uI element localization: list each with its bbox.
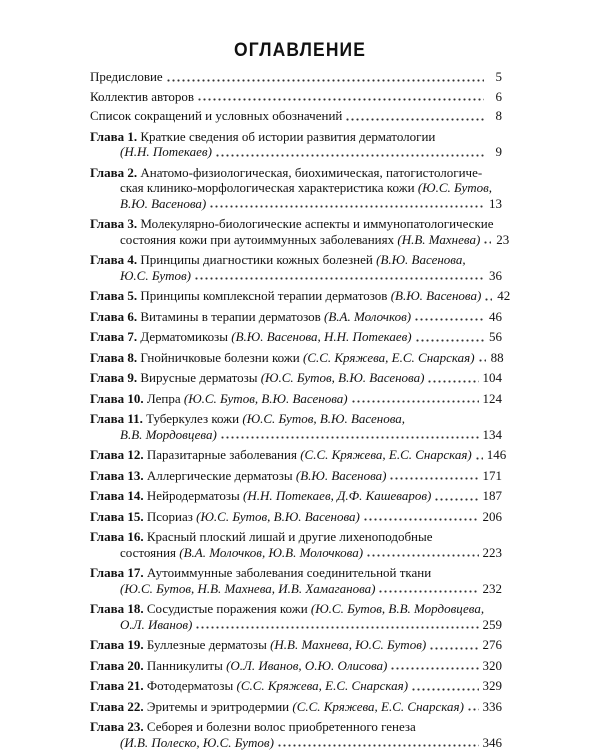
chapter-entry xyxy=(90,509,502,525)
chapter-authors: (С.С. Кряжева, Е.С. Снарская) xyxy=(303,349,475,365)
page-number: 6 xyxy=(495,88,502,104)
table-of-contents xyxy=(90,69,511,750)
chapter-title: Красный плоский лишай и другие лихеноподобные xyxy=(146,529,433,544)
chapter-title-cont: ская клинико-морфологическая характеристика кожи xyxy=(120,180,415,195)
chapter-title: Сосудистые поражения кожи xyxy=(146,601,308,616)
chapter-label: Глава 22. xyxy=(90,698,144,714)
chapter-title: Фотодерматозы xyxy=(146,678,234,693)
chapter-authors: (В.Ю. Васенова, xyxy=(376,252,466,267)
dot-leader xyxy=(220,436,479,439)
entry-line xyxy=(90,581,502,597)
chapter-authors: (И.В. Полеско, Ю.С. Бутов) xyxy=(120,734,274,750)
page-number: 88 xyxy=(490,349,504,365)
dot-leader xyxy=(483,241,491,244)
dot-leader xyxy=(414,318,484,321)
chapter-title: Принципы комплексной терапии дерматозов xyxy=(140,288,388,303)
chapter-title: Краткие сведения об истории развития дерматологии xyxy=(140,128,436,144)
entry-line xyxy=(90,391,502,407)
entry-line xyxy=(90,268,502,284)
entry-line xyxy=(90,678,502,694)
chapter-authors: (Н.Н. Потекаев) xyxy=(120,144,212,159)
toc-entry xyxy=(90,89,502,105)
page-number: 329 xyxy=(482,678,502,693)
dot-leader xyxy=(378,590,478,593)
chapter-entry xyxy=(90,370,502,386)
chapter-authors: (Н.Н. Потекаев, Д.Ф. Кашеваров) xyxy=(243,488,432,503)
entry-title: Список сокращений и условных обозначений xyxy=(90,108,343,123)
chapter-authors: (С.С. Кряжева, Е.С. Снарская) xyxy=(292,698,464,714)
chapter-label: Глава 19. xyxy=(90,637,144,652)
page-number: 206 xyxy=(482,508,502,524)
chapter-authors: (Ю.С. Бутов, В.Ю. Васенова) xyxy=(260,370,425,385)
entry-line xyxy=(90,637,502,653)
entry-line xyxy=(90,488,502,504)
entry-line xyxy=(90,288,511,304)
entry-line xyxy=(90,309,502,325)
chapter-entry xyxy=(90,468,502,484)
chapter-label: Глава 21. xyxy=(90,678,144,693)
chapter-authors: Ю.С. Бутов) xyxy=(120,267,191,283)
chapter-authors: (Ю.С. Бутов, В.В. Мордовцева, xyxy=(310,601,485,616)
chapter-entry xyxy=(90,216,510,247)
chapter-title: Паразитарные заболевания xyxy=(146,447,297,462)
chapter-label: Глава 23. xyxy=(90,719,144,734)
dot-leader xyxy=(215,154,484,157)
chapter-label: Глава 15. xyxy=(90,508,144,524)
entry-line xyxy=(90,129,502,145)
chapter-entry xyxy=(90,699,502,715)
chapter-authors: О.Л. Иванов) xyxy=(120,616,193,632)
page-number: 259 xyxy=(482,616,502,632)
entry-line xyxy=(90,545,502,561)
entry-title: Предисловие xyxy=(90,69,163,84)
dot-leader xyxy=(209,205,484,208)
entry-line xyxy=(90,411,502,427)
page-number: 104 xyxy=(482,370,502,385)
chapter-authors: В.Ю. Васенова) xyxy=(120,195,207,211)
entry-line xyxy=(90,196,502,212)
entry-line xyxy=(90,658,502,674)
entry-line xyxy=(90,719,502,735)
page-number: 36 xyxy=(489,267,502,283)
page-number: 8 xyxy=(495,108,502,123)
entry-line xyxy=(90,252,502,268)
toc-entry xyxy=(90,108,502,124)
page-number: 336 xyxy=(482,698,502,714)
chapter-entry xyxy=(90,447,507,463)
chapter-authors: (Ю.С. Бутов, В.Ю. Васенова, xyxy=(242,411,406,426)
chapter-authors: В.В. Мордовцева) xyxy=(120,426,217,442)
page-number: 146 xyxy=(486,447,507,462)
chapter-title: Лепра xyxy=(146,390,181,406)
entry-line xyxy=(90,165,502,181)
chapter-entry xyxy=(90,411,502,442)
chapter-label: Глава 8. xyxy=(90,349,138,365)
dot-leader xyxy=(475,457,483,460)
page-number: 56 xyxy=(489,329,502,344)
entry-line xyxy=(90,180,502,196)
chapter-authors: (О.Л. Иванов, О.Ю. Олисова) xyxy=(226,657,388,673)
chapter-authors: (В.А. Молочков, Ю.В. Молочкова) xyxy=(179,544,364,560)
dot-leader xyxy=(411,688,478,691)
chapter-label: Глава 18. xyxy=(90,601,144,616)
chapter-label: Глава 13. xyxy=(90,467,144,483)
page-number: 13 xyxy=(489,195,502,211)
chapter-authors: (В.А. Молочков) xyxy=(324,308,412,324)
page-number: 346 xyxy=(482,734,502,750)
page-title: ОГЛАВЛЕНИЕ xyxy=(234,40,366,61)
chapter-label: Глава 17. xyxy=(90,565,144,580)
dot-leader xyxy=(166,79,484,82)
chapter-entry xyxy=(90,488,502,504)
chapter-title: Себорея и болезни волос приобретенного генеза xyxy=(146,719,416,734)
page-number: 46 xyxy=(489,308,502,324)
chapter-authors: (Ю.С. Бутов, Н.В. Махнева, И.В. Хамаганова) xyxy=(120,580,376,596)
page-number: 124 xyxy=(482,390,502,406)
chapter-entry xyxy=(90,637,502,653)
chapter-title: Анатомо-физиологическая, биохимическая, патогистологиче- xyxy=(140,164,483,180)
dot-leader xyxy=(478,359,486,362)
entry-line xyxy=(90,529,502,545)
chapter-entry xyxy=(90,658,502,674)
dot-leader xyxy=(277,744,479,747)
chapter-authors: (С.С. Кряжева, Е.С. Снарская) xyxy=(236,678,409,693)
entry-line xyxy=(90,468,502,484)
entry-line xyxy=(90,447,507,463)
chapter-label: Глава 7. xyxy=(90,329,138,344)
chapter-entry xyxy=(90,129,502,160)
chapter-title: Гнойничковые болезни кожи xyxy=(140,349,300,365)
dot-leader xyxy=(345,118,484,121)
chapter-title: Нейродерматозы xyxy=(146,488,240,503)
chapter-authors: (В.Ю. Васенова) xyxy=(390,288,482,303)
chapter-label: Глава 12. xyxy=(90,447,144,462)
toc-entry xyxy=(90,69,502,85)
chapter-title-cont: состояния кожи при аутоиммунных заболеваниях xyxy=(120,231,395,247)
dot-leader xyxy=(197,98,484,101)
chapter-title: Буллезные дерматозы xyxy=(146,637,267,652)
dot-leader xyxy=(390,667,478,670)
entry-line xyxy=(90,617,502,633)
entry-title: Коллектив авторов xyxy=(90,88,194,104)
dot-leader xyxy=(415,339,484,342)
entry-line xyxy=(90,735,502,750)
chapter-title: Эритемы и эритродермии xyxy=(146,698,290,714)
chapter-title: Вирусные дерматозы xyxy=(140,370,258,385)
chapter-entry xyxy=(90,252,502,283)
entry-line xyxy=(90,329,502,345)
entry-line xyxy=(90,370,502,386)
page-number: 276 xyxy=(482,637,502,652)
chapter-label: Глава 11. xyxy=(90,411,143,426)
chapter-title: Молекулярно-биологические аспекты и иммунопатологические xyxy=(140,216,494,231)
chapter-label: Глава 14. xyxy=(90,488,144,503)
chapter-authors: (Н.В. Махнева, Ю.С. Бутов) xyxy=(270,637,427,652)
chapter-label: Глава 10. xyxy=(90,390,144,406)
dot-leader xyxy=(427,380,478,383)
page-number: 232 xyxy=(482,580,502,596)
page-number: 42 xyxy=(497,288,511,303)
dot-leader xyxy=(434,498,478,501)
entry-line xyxy=(90,601,502,617)
chapter-label: Глава 6. xyxy=(90,308,138,324)
dot-leader xyxy=(194,277,484,280)
chapter-title: Дерматомикозы xyxy=(140,329,229,344)
dot-leader xyxy=(484,298,492,301)
chapter-authors: (В.Ю. Васенова, Н.Н. Потекаев) xyxy=(231,329,412,344)
chapter-label: Глава 9. xyxy=(90,370,138,385)
chapter-authors: (Ю.С. Бутов, В.Ю. Васенова) xyxy=(196,508,360,524)
chapter-authors: (Ю.С. Бутов, xyxy=(417,180,493,195)
chapter-title: Принципы диагностики кожных болезней xyxy=(140,252,373,267)
chapter-title-cont: состояния xyxy=(120,544,176,560)
chapter-entry xyxy=(90,391,502,407)
chapter-entry xyxy=(90,719,502,750)
entry-line xyxy=(90,69,502,85)
dot-leader xyxy=(467,708,479,711)
chapter-label: Глава 20. xyxy=(90,657,144,673)
entry-line xyxy=(90,144,502,160)
entry-line xyxy=(90,427,502,443)
chapter-label: Глава 2. xyxy=(90,164,138,180)
page-number: 187 xyxy=(482,488,502,503)
page-number: 171 xyxy=(482,467,502,483)
chapter-authors: (В.Ю. Васенова) xyxy=(295,467,387,483)
page-number: 134 xyxy=(482,426,502,442)
page-number: 320 xyxy=(482,657,502,673)
chapter-title: Аутоиммунные заболевания соединительной ткани xyxy=(146,565,432,580)
chapter-authors: (Ю.С. Бутов, В.Ю. Васенова) xyxy=(183,390,348,406)
chapter-entry xyxy=(90,529,502,560)
chapter-entry xyxy=(90,601,502,632)
chapter-entry xyxy=(90,565,502,596)
entry-line xyxy=(90,509,502,525)
chapter-label: Глава 16. xyxy=(90,529,144,544)
chapter-label: Глава 4. xyxy=(90,252,138,267)
entry-line xyxy=(90,231,510,248)
dot-leader xyxy=(195,626,478,629)
chapter-authors: (Н.В. Махнева) xyxy=(397,231,481,247)
page-number: 23 xyxy=(496,231,510,247)
dot-leader xyxy=(351,400,479,403)
entry-line xyxy=(90,89,502,105)
page-number: 9 xyxy=(495,144,502,159)
chapter-title: Псориаз xyxy=(146,508,193,524)
entry-line xyxy=(90,699,502,715)
chapter-entry xyxy=(90,350,502,366)
chapter-entry xyxy=(90,329,502,345)
chapter-label: Глава 1. xyxy=(90,128,138,144)
chapter-entry xyxy=(90,309,502,325)
entry-line xyxy=(90,108,502,124)
chapter-entry xyxy=(90,678,502,694)
chapter-label: Глава 3. xyxy=(90,216,138,231)
entry-line xyxy=(90,350,502,366)
chapter-title: Панникулиты xyxy=(146,657,223,673)
dot-leader xyxy=(429,647,478,650)
page-number: 5 xyxy=(495,69,502,84)
chapter-entry xyxy=(90,165,502,212)
dot-leader xyxy=(389,477,478,480)
chapter-label: Глава 5. xyxy=(90,288,138,303)
dot-leader xyxy=(363,518,479,521)
dot-leader xyxy=(366,554,478,557)
page-number: 223 xyxy=(482,544,502,560)
entry-line xyxy=(90,565,502,581)
chapter-title: Туберкулез кожи xyxy=(146,411,240,426)
chapter-entry xyxy=(90,288,511,304)
chapter-title: Витамины в терапии дерматозов xyxy=(140,308,321,324)
chapter-title: Аллергические дерматозы xyxy=(146,467,293,483)
entry-line xyxy=(90,216,502,232)
chapter-authors: (С.С. Кряжева, Е.С. Снарская) xyxy=(300,447,472,462)
